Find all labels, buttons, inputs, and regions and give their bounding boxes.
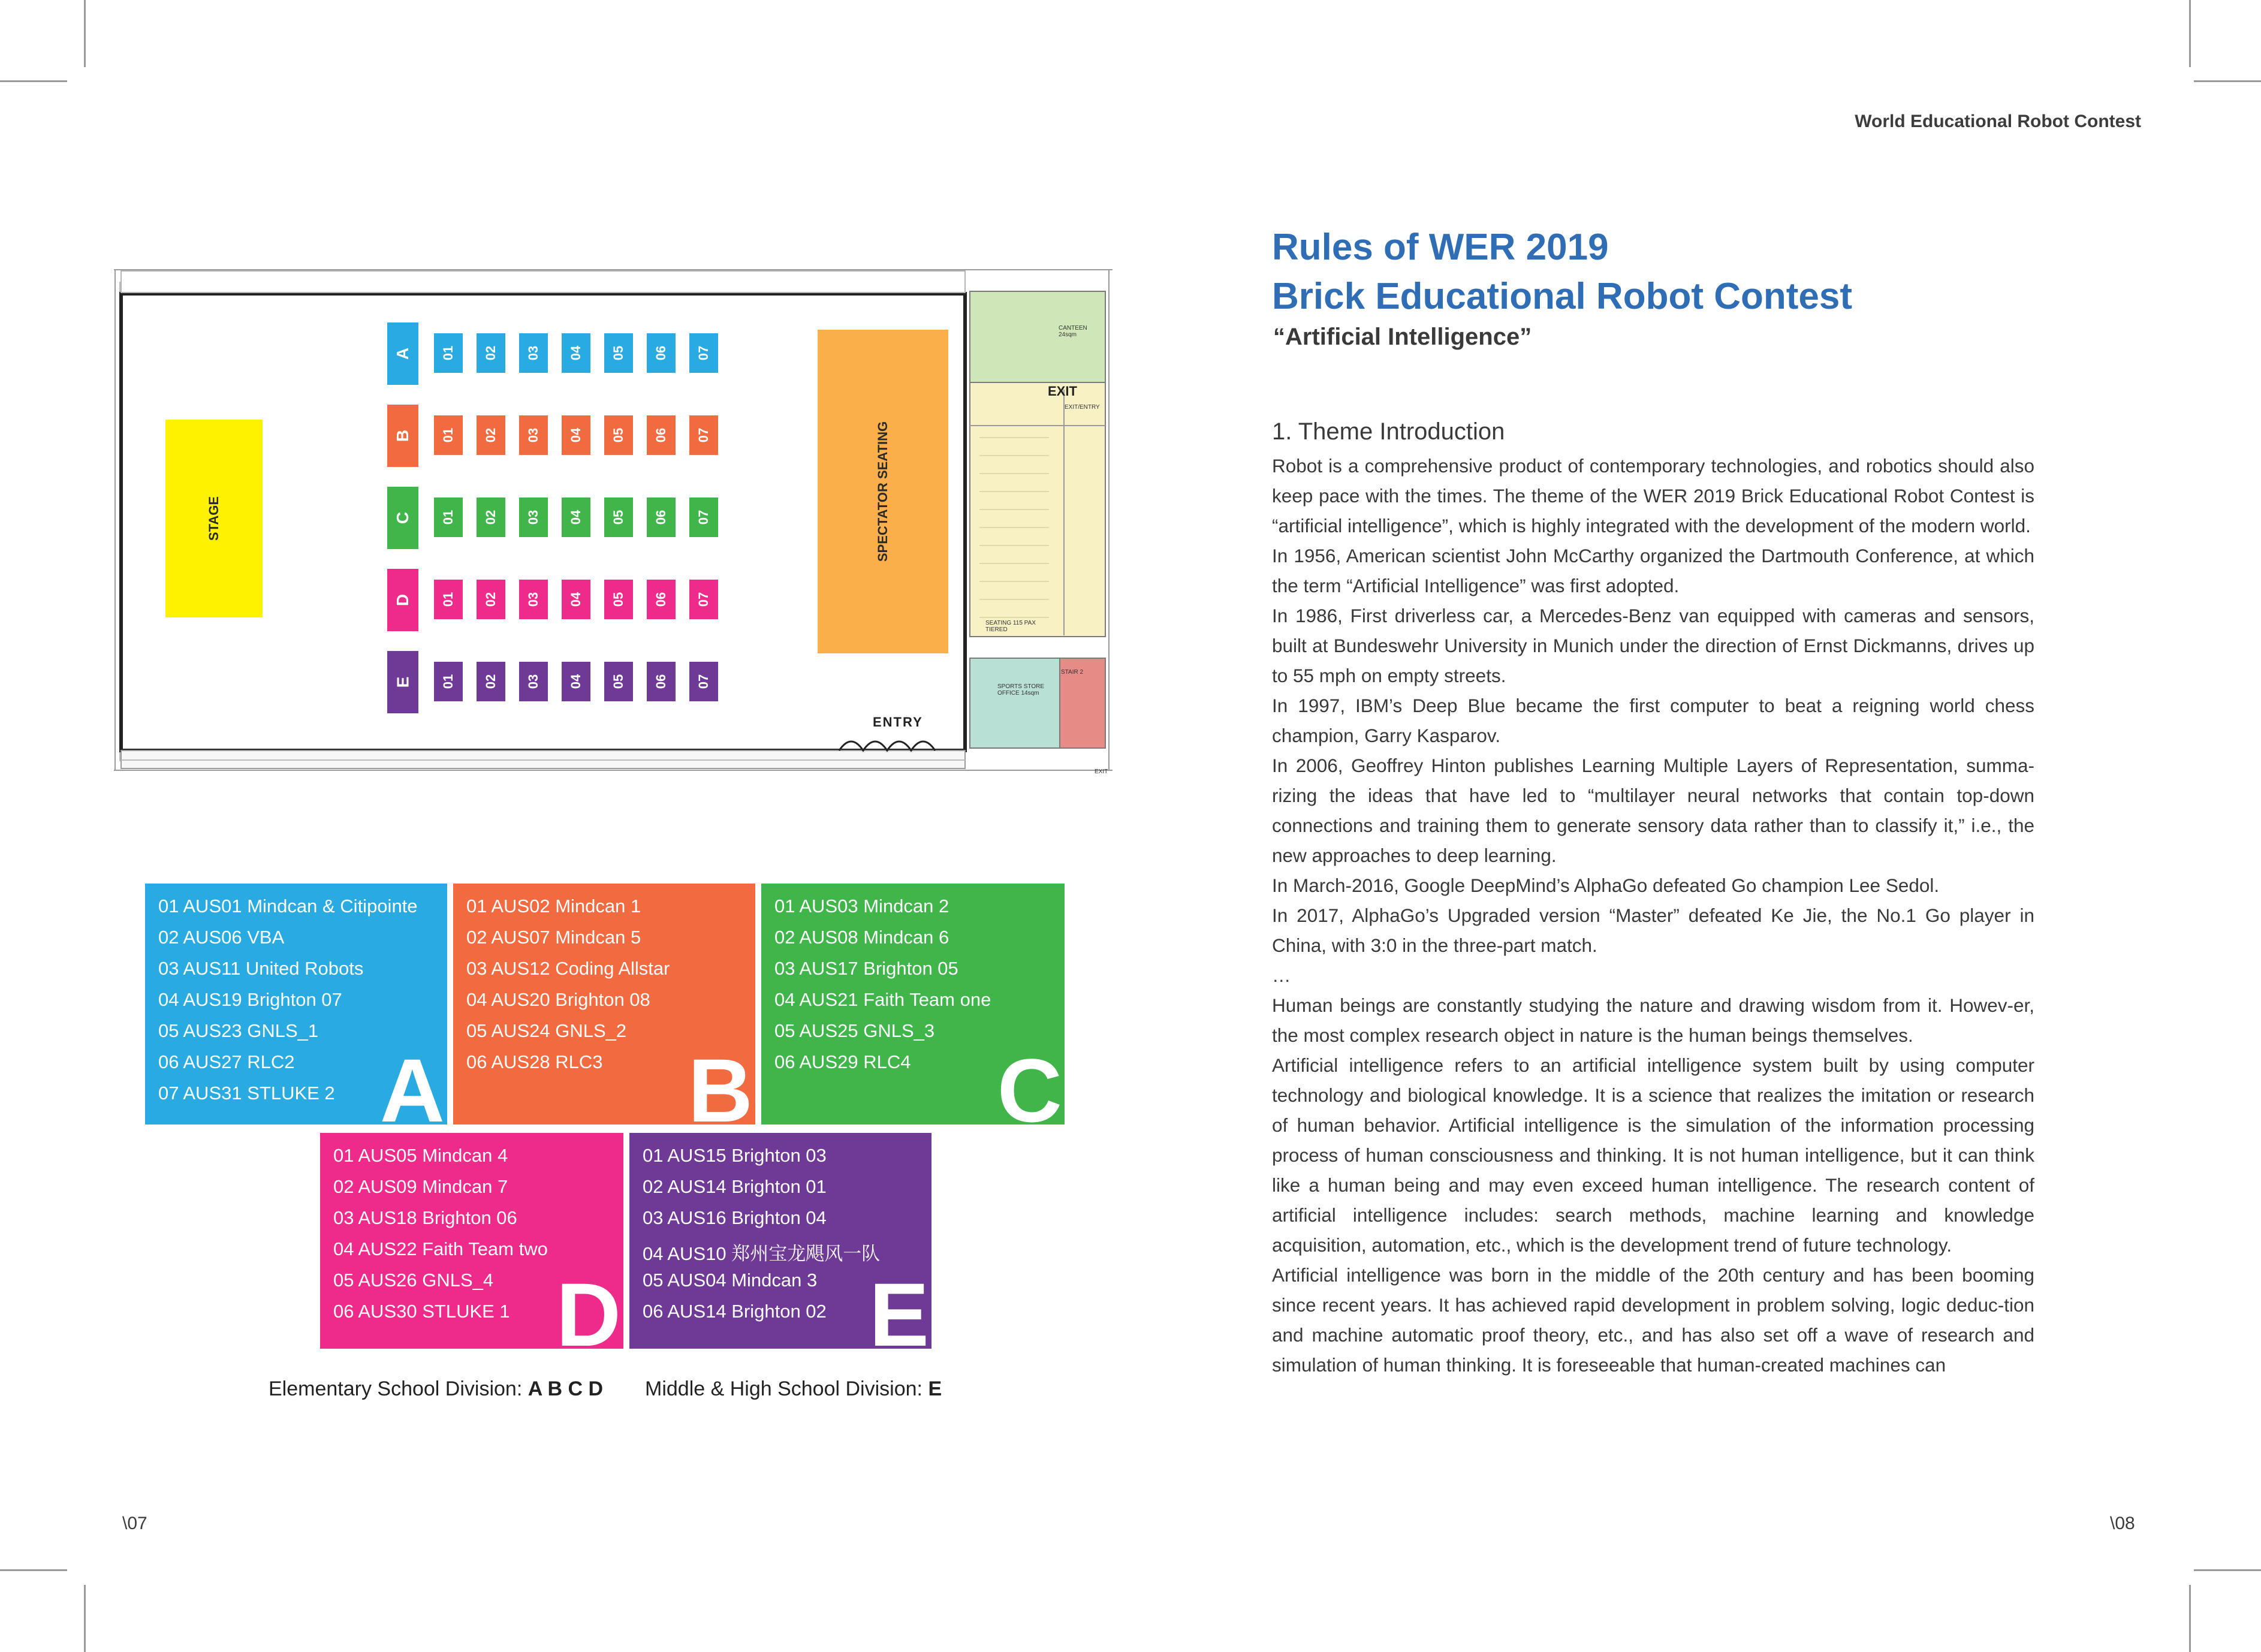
division-legend-high [645, 1377, 942, 1401]
table-c-04: 04 [562, 498, 590, 537]
division-legend-elementary [269, 1377, 603, 1401]
table-c-01: 01 [434, 498, 463, 537]
table-a-03: 03 [519, 333, 548, 373]
table-e-05: 05 [604, 662, 633, 701]
team-entry: 06 AUS29 RLC4 [774, 1051, 911, 1072]
table-c-03: 03 [519, 498, 548, 537]
team-entry: 03 AUS11 United Robots [158, 958, 364, 979]
team-entry: 02 AUS08 Mindcan 6 [774, 927, 949, 948]
table-a-07: 07 [689, 333, 718, 373]
table-d-04: 04 [562, 580, 590, 619]
high-division-label: Middle & High School Division: [645, 1377, 928, 1400]
row-label-c: C [387, 487, 418, 549]
table-d-07: 07 [689, 580, 718, 619]
table-e-06: 06 [647, 662, 676, 701]
table-a-01: 01 [434, 333, 463, 373]
team-entry: 05 AUS04 Mindcan 3 [643, 1270, 818, 1291]
spectator-seating-label: SPECTATOR SEATING [875, 421, 890, 562]
sports-store-label: SPORTS STORE OFFICE 14sqm [997, 683, 1044, 697]
crop-mark [84, 1585, 86, 1652]
title-line-1: Rules of WER 2019 [1272, 227, 1609, 268]
exit-small-label: EXIT [1095, 768, 1108, 775]
team-entry: 01 AUS05 Mindcan 4 [333, 1145, 508, 1166]
team-entry: 06 AUS27 RLC2 [158, 1051, 295, 1072]
table-e-07: 07 [689, 662, 718, 701]
body-paragraph: In 1997, IBM’s Deep Blue became the first computer to beat a reigning world chess champion, Garry Kasparov. [1272, 695, 2034, 746]
table-e-02: 02 [477, 662, 505, 701]
team-entry: 02 AUS06 VBA [158, 927, 285, 948]
row-label-b: B [387, 405, 418, 467]
article-title [1272, 223, 1852, 321]
team-entry: 01 AUS03 Mindcan 2 [774, 896, 949, 917]
team-entry: 04 AUS22 Faith Team two [333, 1238, 548, 1259]
page-number-left: \07 [122, 1514, 147, 1533]
body-paragraph: Human beings are constantly studying the nature and drawing wisdom from it. Howev-er, the most complex research object in nature is the human beings themselves. [1272, 994, 2034, 1046]
body-paragraph: In 2006, Geoffrey Hinton publishes Learning Multiple Layers of Representation, summa-rizing the ideas that have led to “multilayer neural networks that contain top-down connections and training them to generate sensory data rather than to classify it,” i.e., the new approaches to deep learning. [1272, 755, 2034, 866]
team-entry: 03 AUS16 Brighton 04 [643, 1207, 827, 1228]
crop-mark [0, 1569, 67, 1571]
table-b-07: 07 [689, 415, 718, 455]
team-entry: 02 AUS14 Brighton 01 [643, 1176, 827, 1197]
group-letter-b: B [688, 1040, 753, 1125]
article-body [1272, 451, 2034, 1380]
table-d-03: 03 [519, 580, 548, 619]
group-letter-c: C [997, 1040, 1062, 1125]
team-entry: 03 AUS12 Coding Allstar [466, 958, 670, 979]
body-paragraph: Artificial intelligence refers to an artificial intelligence system built by using computer technology and biological knowledge. It is a science that realizes the imitation or research of human behavior. Artificial intelligence is the simulation of the information processing process of human consciousness and thinking. It is not human intelligence, but it can think like a human being and may even exceed human intelligence. The research content of artificial intelligence includes: search methods, machine learning and knowledge acquisition, automation, etc., which is the development trend of future technology. [1272, 1054, 2034, 1256]
table-c-02: 02 [477, 498, 505, 537]
canteen-label: CANTEEN 24sqm [1059, 325, 1087, 338]
group-letter-d: D [556, 1264, 621, 1349]
team-entry: 04 AUS21 Faith Team one [774, 989, 991, 1010]
table-d-01: 01 [434, 580, 463, 619]
table-d-02: 02 [477, 580, 505, 619]
title-line-2: Brick Educational Robot Contest [1272, 276, 1852, 317]
table-c-07: 07 [689, 498, 718, 537]
row-label-e: E [387, 651, 418, 713]
team-entry: 04 AUS10 郑州宝龙飓风一队 [643, 1243, 881, 1264]
crop-mark [2194, 1569, 2261, 1571]
stage-label: STAGE [206, 496, 221, 541]
table-c-06: 06 [647, 498, 676, 537]
table-a-04: 04 [562, 333, 590, 373]
table-a-05: 05 [604, 333, 633, 373]
stair-label: STAIR 2 [1061, 669, 1084, 676]
row-label-d: D [387, 569, 418, 631]
team-box-b [453, 884, 755, 1125]
entry-label: ENTRY [873, 715, 923, 729]
team-entry: 03 AUS17 Brighton 05 [774, 958, 958, 979]
group-letter-a: A [379, 1040, 445, 1125]
table-d-05: 05 [604, 580, 633, 619]
table-d-06: 06 [647, 580, 676, 619]
crop-mark [2194, 80, 2261, 82]
team-box-c [761, 884, 1065, 1125]
table-a-06: 06 [647, 333, 676, 373]
article-subtitle: “Artificial Intelligence” [1273, 324, 1532, 350]
table-b-06: 06 [647, 415, 676, 455]
team-entry: 02 AUS09 Mindcan 7 [333, 1176, 508, 1197]
body-paragraph: In March-2016, Google DeepMind’s AlphaGo defeated Go champion Lee Sedol. [1272, 875, 1940, 896]
table-a-02: 02 [477, 333, 505, 373]
team-box-e [629, 1133, 931, 1349]
team-entry: 01 AUS15 Brighton 03 [643, 1145, 827, 1166]
team-entry: 05 AUS24 GNLS_2 [466, 1020, 627, 1041]
exit-entry-label: EXIT/ENTRY [1065, 404, 1100, 411]
team-entry: 06 AUS30 STLUKE 1 [333, 1301, 510, 1322]
body-paragraph: In 2017, AlphaGo’s Upgraded version “Master” defeated Ke Jie, the No.1 Go player in China, with 3:0 in the three-part match. [1272, 905, 2034, 956]
team-entry: 04 AUS19 Brighton 07 [158, 989, 342, 1010]
table-e-03: 03 [519, 662, 548, 701]
team-entry: 01 AUS01 Mindcan & Citipointe [158, 896, 418, 917]
team-box-d [320, 1133, 623, 1349]
seating-label: SEATING 115 PAX TIERED [985, 620, 1036, 633]
running-header: World Educational Robot Contest [1855, 111, 2141, 131]
high-division-value: E [928, 1377, 942, 1400]
body-paragraph: In 1986, First driverless car, a Mercedes-Benz van equipped with cameras and sensors, built at Bundeswehr University in Munich under the direction of Ernst Dickmanns, drives up to 55 mph on empty streets. [1272, 605, 2034, 686]
body-paragraph: Artificial intelligence was born in the middle of the 20th century and has been booming since recent years. It has achieved rapid development in problem solving, logic deduc-tion and machine automatic proof theory, etc., and has also set off a wave of research and simulation of human thinking. It is foreseeable that human-created machines can [1272, 1264, 2034, 1376]
crop-mark [0, 80, 67, 82]
elementary-division-label: Elementary School Division: [269, 1377, 528, 1400]
team-entry: 06 AUS14 Brighton 02 [643, 1301, 827, 1322]
table-b-01: 01 [434, 415, 463, 455]
team-entry: 07 AUS31 STLUKE 2 [158, 1083, 335, 1104]
body-paragraph: Robot is a comprehensive product of contemporary technologies, and robotics should also keep pace with the times. The theme of the WER 2019 Brick Educational Robot Contest is “artificial intelligence”, which is highly integrated with the development of the modern world. [1272, 455, 2034, 536]
table-e-04: 04 [562, 662, 590, 701]
section-heading: 1. Theme Introduction [1272, 418, 1505, 445]
body-paragraph: … [1272, 964, 1291, 986]
elementary-division-value: A B C D [527, 1377, 604, 1400]
team-entry: 05 AUS25 GNLS_3 [774, 1020, 935, 1041]
team-entry: 03 AUS18 Brighton 06 [333, 1207, 517, 1228]
group-letter-e: E [869, 1264, 929, 1349]
team-entry: 06 AUS28 RLC3 [466, 1051, 603, 1072]
team-box-a [145, 884, 447, 1125]
table-b-02: 02 [477, 415, 505, 455]
spectator-seating [818, 330, 948, 653]
exit-label: EXIT [1048, 384, 1077, 399]
table-b-05: 05 [604, 415, 633, 455]
crop-mark [2189, 1585, 2191, 1652]
body-paragraph: In 1956, American scientist John McCarthy organized the Dartmouth Conference, at which the term “Artificial Intelligence” was first adopted. [1272, 545, 2034, 596]
crop-mark [2189, 0, 2191, 67]
venue-floor-plan [114, 258, 1113, 785]
table-b-04: 04 [562, 415, 590, 455]
table-b-03: 03 [519, 415, 548, 455]
table-e-01: 01 [434, 662, 463, 701]
team-entry: 02 AUS07 Mindcan 5 [466, 927, 641, 948]
team-entry: 04 AUS20 Brighton 08 [466, 989, 650, 1010]
team-entry: 05 AUS26 GNLS_4 [333, 1270, 494, 1291]
table-c-05: 05 [604, 498, 633, 537]
row-label-a: A [387, 322, 418, 385]
team-entry: 01 AUS02 Mindcan 1 [466, 896, 641, 917]
page-number-right: \08 [2110, 1514, 2135, 1533]
team-entry: 05 AUS23 GNLS_1 [158, 1020, 319, 1041]
crop-mark [84, 0, 86, 67]
stage [165, 420, 263, 617]
